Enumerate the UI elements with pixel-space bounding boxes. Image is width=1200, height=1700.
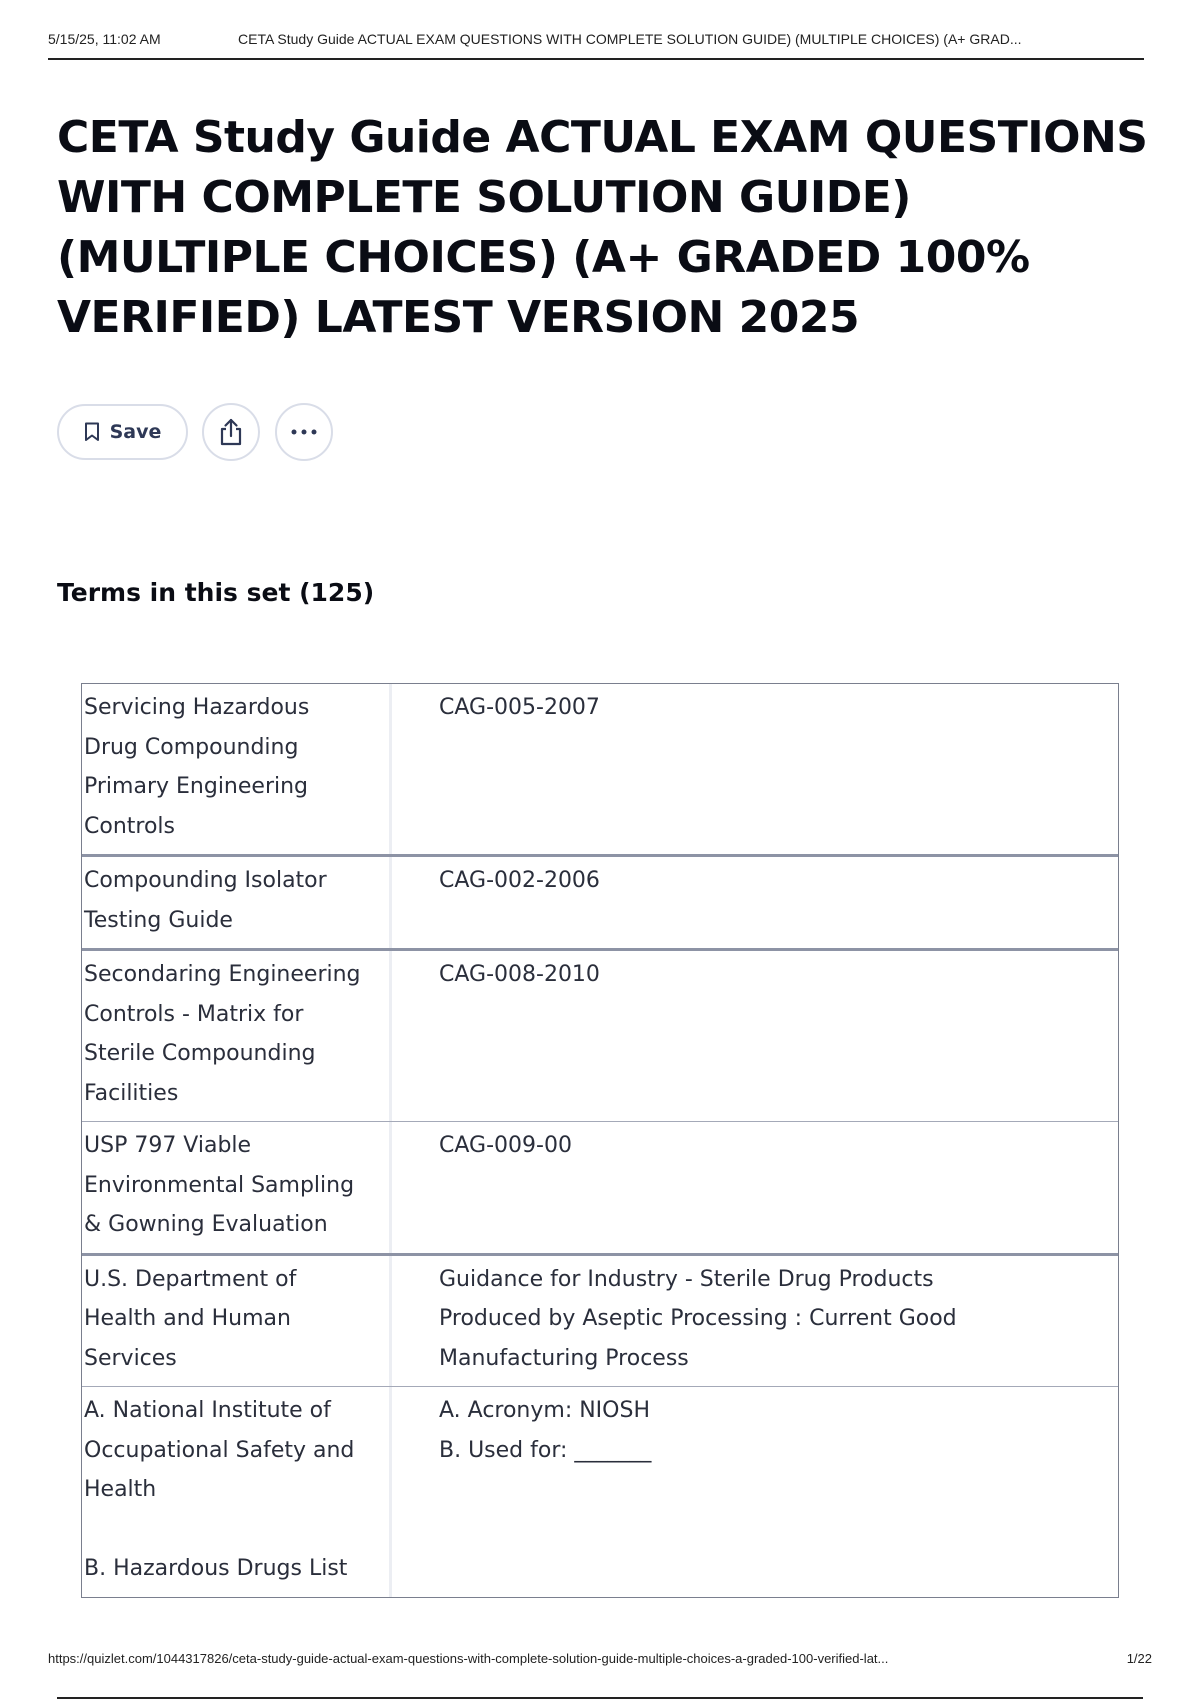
page-number: 1/22	[1126, 1651, 1152, 1666]
save-button-label: Save	[109, 421, 162, 443]
share-button[interactable]	[202, 403, 260, 461]
print-doc-title: CETA Study Guide ACTUAL EXAM QUESTIONS WITH COMPLETE SOLUTION GUIDE) (MULTIPLE CHOICES) (A+ GRAD...	[238, 31, 1022, 47]
definition-text: CAG-009-00	[439, 1133, 572, 1158]
term-row	[82, 1253, 1118, 1387]
definition-text: CAG-008-2010	[439, 962, 600, 987]
definition-text: A. Acronym: NIOSH B. Used for: _______	[439, 1398, 652, 1463]
print-header	[48, 28, 1144, 60]
print-date: 5/15/25, 11:02 AM	[48, 31, 161, 47]
definition-text: Guidance for Industry - Sterile Drug Products Produced by Aseptic Processing : Current Good Manufacturing Process	[439, 1266, 957, 1371]
page-title: CETA Study Guide ACTUAL EXAM QUESTIONS WITH COMPLETE SOLUTION GUIDE) (MULTIPLE CHOICES) (A+ GRADED 100% VERIFIED) LATEST VERSION 2025	[57, 112, 1148, 343]
term-row	[82, 1386, 1118, 1597]
term-text: Compounding Isolator Testing Guide	[82, 857, 392, 948]
term-text: A. National Institute of Occupational Safety and Health B. Hazardous Drugs List	[82, 1387, 392, 1597]
more-horizontal-icon	[289, 428, 319, 436]
term-row	[82, 854, 1118, 948]
term-text: Servicing Hazardous Drug Compounding Primary Engineering Controls	[82, 684, 392, 854]
term-row	[82, 1121, 1118, 1253]
footer-divider	[57, 1697, 1143, 1699]
more-options-button[interactable]	[275, 403, 333, 461]
print-url: https://quizlet.com/1044317826/ceta-study-guide-actual-exam-questions-with-complete-solution-guide-multiple-choices-a-graded-100-verified-lat...	[48, 1651, 889, 1666]
terms-heading: Terms in this set (125)	[57, 578, 375, 607]
term-row	[82, 948, 1118, 1121]
definition-text: CAG-002-2006	[439, 868, 600, 893]
term-text: Secondaring Engineering Controls - Matrix for Sterile Compounding Facilities	[82, 951, 392, 1121]
save-button[interactable]	[57, 404, 188, 460]
terms-table	[81, 683, 1119, 1598]
term-row	[82, 684, 1118, 854]
term-text: U.S. Department of Health and Human Services	[82, 1256, 392, 1387]
definition-text: CAG-005-2007	[439, 695, 600, 720]
share-icon	[218, 417, 244, 447]
bookmark-icon	[84, 422, 100, 442]
term-text: USP 797 Viable Environmental Sampling & Gowning Evaluation	[82, 1122, 392, 1253]
